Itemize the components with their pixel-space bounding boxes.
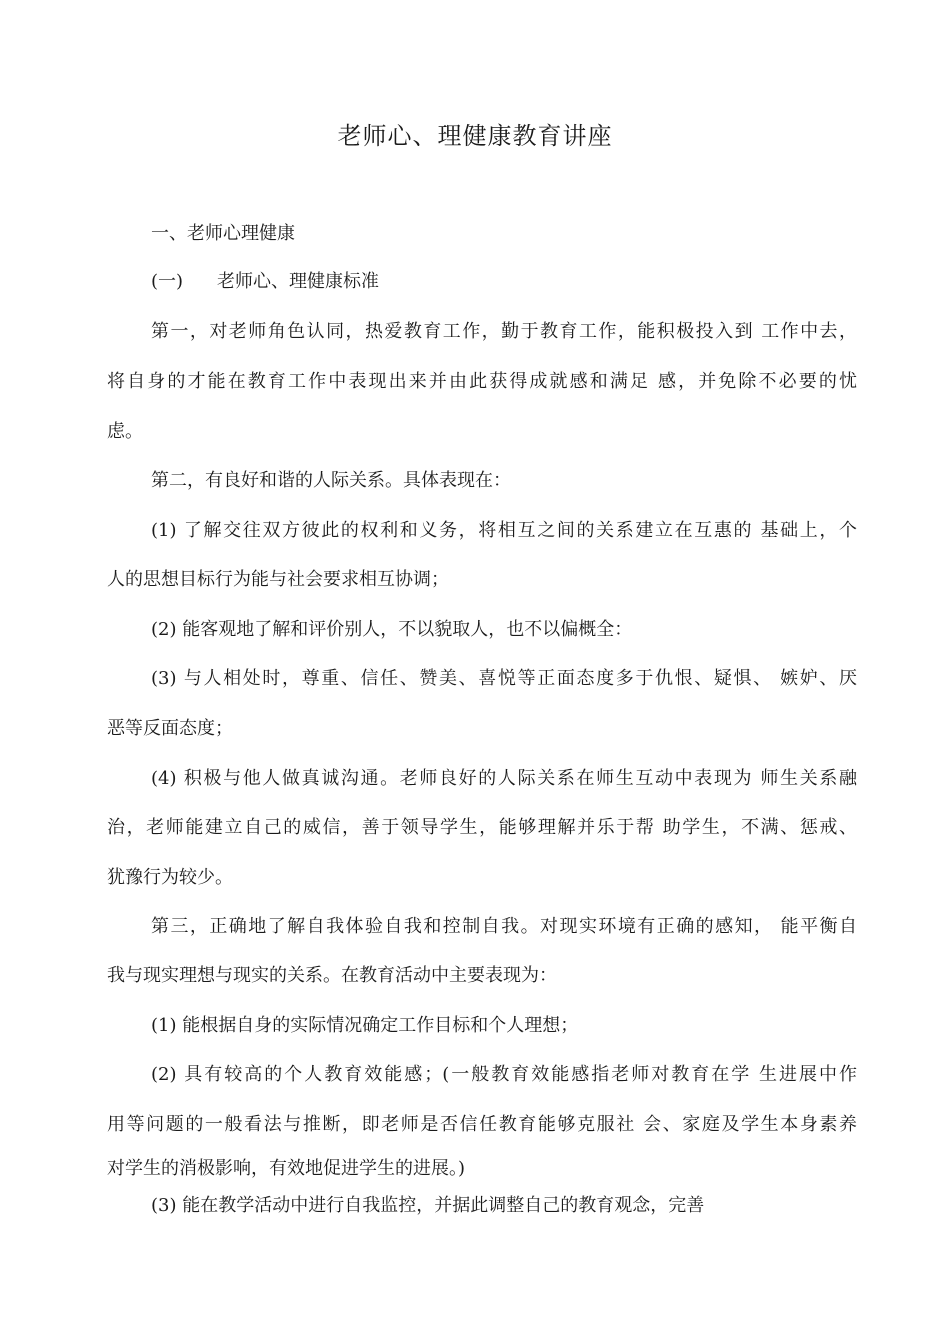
paragraph-line: (3) 能在教学活动中进行自我监控，并据此调整自己的教育观念，完善: [151, 1195, 705, 1216]
paragraph-line: 用等问题的一般看法与推断，即老师是否信任教育能够克服社 会、家庭及学生本身素养: [107, 1114, 857, 1135]
paragraph-line: 犹豫行为较少。: [107, 867, 233, 888]
paragraph-line: 恶等反面态度；: [107, 718, 233, 739]
paragraph-line: (2) 能客观地了解和评价别人，不以貌取人，也不以偏概全：: [151, 619, 633, 640]
subsection-number: (一): [151, 271, 184, 292]
paragraph-line: (4) 积极与他人做真诚沟通。老师良好的人际关系在师生互动中表现为 师生关系融: [151, 768, 857, 789]
paragraph-line: (1) 能根据自身的实际情况确定工作目标和个人理想；: [151, 1015, 579, 1036]
paragraph-line: 我与现实理想与现实的关系。在教育活动中主要表现为：: [107, 965, 557, 986]
subsection-title: 老师心、理健康标准: [217, 271, 380, 292]
section-heading: 一、老师心理健康: [151, 223, 295, 244]
document-title: 老师心、理健康教育讲座: [337, 122, 613, 150]
paragraph-line: 第二，有良好和谐的人际关系。具体表现在：: [151, 470, 511, 491]
paragraph-line: (3) 与人相处时，尊重、信任、赞美、喜悦等正面态度多于仇恨、疑惧、 嫉妒、厌: [151, 668, 857, 689]
paragraph-line: 第一，对老师角色认同，热爱教育工作，勤于教育工作，能积极投入到 工作中去，: [151, 321, 857, 342]
subsection-heading: [151, 268, 857, 296]
paragraph-line: 对学生的消极影响，有效地促进学生的进展。): [107, 1158, 466, 1179]
paragraph-line: 第三，正确地了解自我体验自我和控制自我。对现实环境有正确的感知， 能平衡自: [151, 916, 857, 937]
paragraph-line: 虑。: [107, 421, 143, 442]
paragraph-line: (1) 了解交往双方彼此的权利和义务，将相互之间的关系建立在互惠的 基础上，个: [151, 520, 857, 541]
paragraph-line: 将自身的才能在教育工作中表现出来并由此获得成就感和满足 感，并免除不必要的忧: [107, 371, 857, 392]
paragraph-line: 人的思想目标行为能与社会要求相互协调；: [107, 569, 449, 590]
paragraph-line: 治，老师能建立自己的威信，善于领导学生，能够理解并乐于帮 助学生，不满、惩戒、: [107, 817, 857, 838]
paragraph-line: (2) 具有较高的个人教育效能感；(一般教育效能感指老师对教育在学 生进展中作: [151, 1064, 857, 1085]
